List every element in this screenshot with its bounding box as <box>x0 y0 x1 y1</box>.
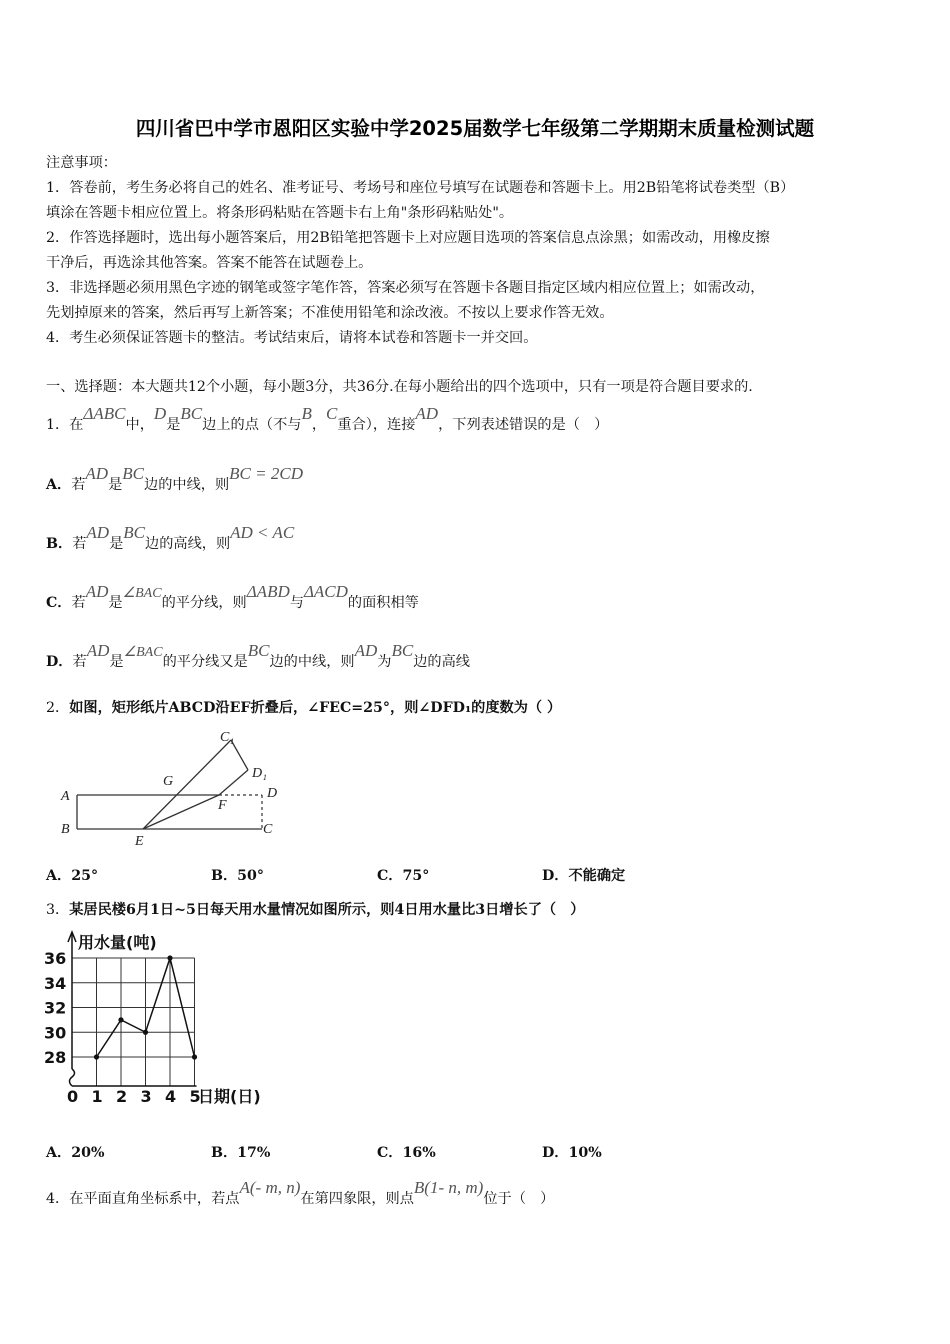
question-1: 1．在ΔABC中，D是BC边上的点（不与B，C重合），连接AD，下列表述错误的是（ ） <box>46 404 609 433</box>
q1-option-a: A．若AD是BC边的中线，则BC = 2CD <box>46 464 303 493</box>
y-tick-label: 30 <box>44 1023 67 1043</box>
notice-line: 干净后，再选涂其他答案。答案不能答在试题卷上。 <box>46 255 373 271</box>
y-axis-label: 用水量(吨) <box>78 933 157 952</box>
q1-option-b: B．若AD是BC边的高线，则AD < AC <box>46 523 295 552</box>
section-heading: 一、选择题：本大题共12个小题，每小题3分，共36分.在每小题给出的四个选项中，只有一项是符合题目要求的. <box>46 379 753 395</box>
question-2: 2．如图，矩形纸片ABCD沿EF折叠后，∠FEC=25°，则∠DFD₁的度数为（ ） <box>46 700 562 716</box>
data-point <box>118 1017 123 1022</box>
data-point <box>167 955 172 960</box>
q1-option-d: D．若AD是∠BAC的平分线又是BC边的中线，则AD为BC边的高线 <box>46 641 470 670</box>
label-a: A <box>61 789 70 804</box>
question-4: 4．在平面直角坐标系中，若点A(- m, n)在第四象限，则点B(1- n, m)位于（ ） <box>46 1178 555 1207</box>
label-d1: D₁ <box>252 766 267 781</box>
page-title: 四川省巴中学市恩阳区实验中学2025届数学七年级第二学期期末质量检测试题 <box>135 117 815 140</box>
q2-option-a: A．25° <box>46 868 99 884</box>
notice-line: 3．非选择题必须用黑色字迹的钢笔或签字笔作答，答案必须写在答题卡各题目指定区域内相应位置上；如需改动， <box>46 280 765 296</box>
q3-option-d: D．10% <box>542 1145 602 1161</box>
label-f: F <box>218 798 227 813</box>
question-3: 3．某居民楼6月1日~5日每天用水量情况如图所示，则4日用水量比3日增长了（ ） <box>46 902 585 918</box>
q3-option-b: B．17% <box>211 1145 271 1161</box>
notice-line: 2．作答选择题时，选出每小题答案后，用2B铅笔把答题卡上对应题目选项的答案信息点涂黑；如需改动，用橡皮擦 <box>46 230 770 246</box>
notice-heading: 注意事项： <box>46 155 117 171</box>
q2-option-c: C．75° <box>377 868 430 884</box>
label-c: C <box>263 822 273 837</box>
x-tick-label: 3 <box>140 1087 152 1106</box>
fold-figure <box>55 725 285 850</box>
notice-line: 1．答卷前，考生务必将自己的姓名、准考证号、考场号和座位号填写在试题卷和答题卡上。用2B铅笔将试卷类型（B） <box>46 180 795 196</box>
q2-option-d: D．不能确定 <box>542 868 626 884</box>
x-tick-label: 4 <box>165 1087 177 1106</box>
label-d: D <box>267 786 278 801</box>
data-point <box>94 1054 99 1059</box>
label-e: E <box>135 834 144 849</box>
y-tick-label: 32 <box>44 998 67 1018</box>
water-usage-chart <box>40 926 290 1111</box>
label-b: B <box>61 822 70 837</box>
y-tick-label: 28 <box>44 1048 67 1067</box>
q1-option-c: C．若AD是∠BAC的平分线，则ΔABD与ΔACD的面积相等 <box>46 582 419 611</box>
data-point <box>192 1054 197 1059</box>
axis-break <box>70 1069 75 1086</box>
x-tick-label: 2 <box>116 1087 128 1106</box>
x-tick-label: 5 <box>189 1087 201 1106</box>
x-tick-label: 0 <box>67 1087 79 1106</box>
q3-option-a: A．20% <box>46 1145 105 1161</box>
data-point <box>143 1030 148 1035</box>
chart-axes <box>68 932 197 1086</box>
notice-line: 先划掉原来的答案，然后再写上新答案；不准使用铅笔和涂改液。不按以上要求作答无效。 <box>46 305 614 321</box>
x-tick-label: 1 <box>91 1087 103 1106</box>
q3-option-c: C．16% <box>377 1145 436 1161</box>
label-g: G <box>163 774 174 789</box>
notice-line: 填涂在答题卡相应位置上。将条形码粘贴在答题卡右上角"条形码粘贴处"。 <box>46 205 514 221</box>
label-c1: C₁ <box>220 730 235 745</box>
y-tick-label: 34 <box>44 973 67 993</box>
notice-line: 4．考生必须保证答题卡的整洁。考试结束后，请将本试卷和答题卡一并交回。 <box>46 330 538 346</box>
chart-grid <box>72 958 195 1086</box>
chart-ticks <box>44 949 201 1106</box>
y-tick-label: 36 <box>44 949 67 968</box>
x-axis-label: 日期(日) <box>198 1087 261 1106</box>
q2-option-b: B．50° <box>211 868 265 884</box>
